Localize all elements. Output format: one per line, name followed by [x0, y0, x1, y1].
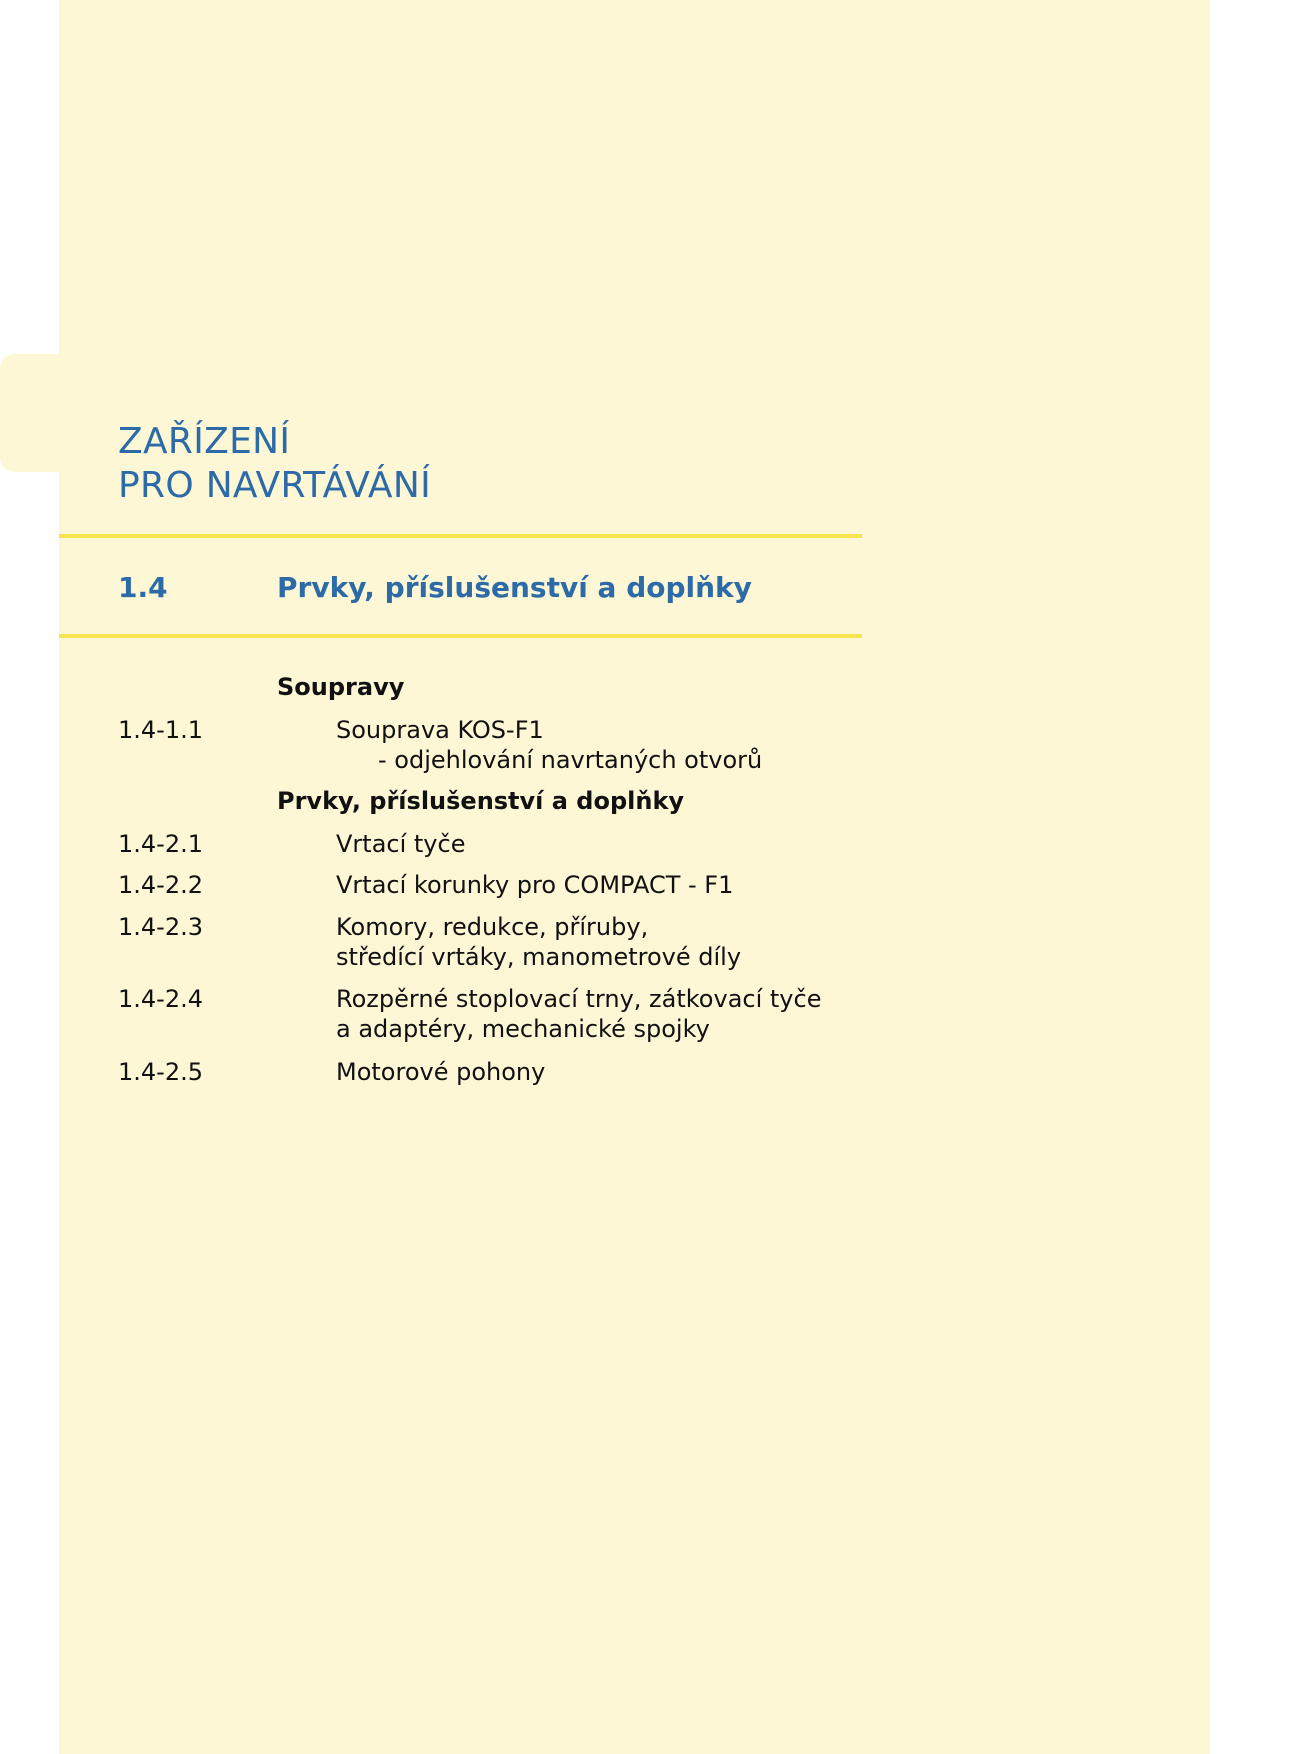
chapter-title-line-1: ZAŘÍZENÍ: [118, 421, 291, 462]
toc-entry-title-line-2: a adaptéry, mechanické spojky: [336, 1015, 710, 1043]
section-heading: [118, 566, 858, 610]
chapter-side-tab: [0, 354, 80, 472]
chapter-title: [118, 420, 431, 508]
toc-entry-title: Motorové pohony: [336, 1058, 546, 1086]
toc-entry-code: 1.4-2.5: [118, 1058, 203, 1086]
toc-entry-code: 1.4-2.4: [118, 985, 203, 1013]
toc-entry-code: 1.4-2.1: [118, 830, 203, 858]
section-title: Prvky, příslušenství a doplňky: [277, 571, 752, 604]
toc-entry-code: 1.4-2.2: [118, 871, 203, 899]
section-rule-bottom: [59, 634, 862, 638]
toc-entry-title: Rozpěrné stoplovací trny, zátkovací tyče: [336, 985, 822, 1013]
toc-entry-title: Vrtací tyče: [336, 830, 466, 858]
chapter-title-line-2: PRO NAVRTÁVÁNÍ: [118, 465, 431, 506]
toc-entry-title-line-2: středící vrtáky, manometrové díly: [336, 943, 742, 971]
toc-entry-title: Komory, redukce, příruby,: [336, 913, 649, 941]
group-heading-prvky: Prvky, příslušenství a doplňky: [277, 787, 685, 815]
toc-entry-code: 1.4-1.1: [118, 716, 203, 744]
section-rule-top: [59, 534, 862, 538]
group-heading-soupravy: Soupravy: [277, 673, 405, 701]
toc-entry-title: Souprava KOS-F1: [336, 716, 544, 744]
toc-entry-code: 1.4-2.3: [118, 913, 203, 941]
toc-entry-subtitle: - odjehlování navrtaných otvorů: [378, 746, 763, 774]
section-number: 1.4: [118, 571, 168, 604]
toc-entry-title: Vrtací korunky pro COMPACT - F1: [336, 871, 734, 899]
